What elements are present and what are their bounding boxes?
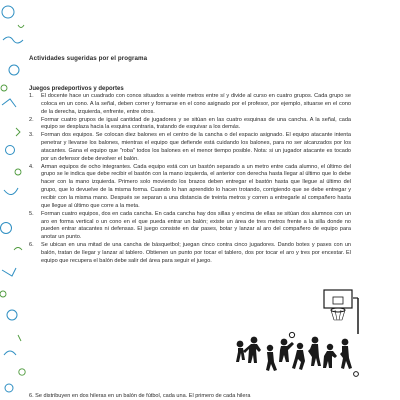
item-text: Forman dos equipos. Se colocan diez balones en el centro de la cancha o del espacio asignado. El equipo atacante intenta penetrar y llevarse los balones, mientras el equipo que defiende está cuidando los balones, para no ser alcanzados por los atacantes. Gana el equipo que "roba" todos los balones en el menor tiempo posible. Nota: si un jugador atacante es tocado por un defensor debe devolver el balón.	[41, 132, 351, 162]
list-item	[29, 132, 351, 163]
list-item	[29, 211, 351, 242]
item-text: Se ubican en una mitad de una cancha de básquetbol; juegan cinco contra cinco jugadores. Dando botes y pases con un balón, tratan de llegar y lanzar al tablero. Obtienen un punto por tocar el tablero, dos por tocar el aro y tres por encestar. El equipo que recupera el balón debe salir del área para seguir el juego.	[41, 242, 351, 264]
children-playing-illustration	[232, 330, 362, 382]
item-number: 6.	[29, 242, 34, 249]
item-number: 3.	[29, 132, 34, 139]
item-text: Formar cuatro grupos de igual cantidad de jugadores y se sitúan en las cuatro esquinas de una cancha. A la señal, cada equipo se desplaza hacia la esquina contraria, tratando de esquivar a los demás.	[41, 116, 351, 131]
item-number: 4.	[29, 163, 34, 170]
list-item	[29, 242, 351, 266]
item-number: 1.	[29, 93, 34, 99]
list-item	[29, 117, 351, 133]
item-text: El docente hace un cuadrado con conos situados a veinte metros entre sí y divide al curso en cuatro grupos. Cada grupo se coloca en un cono. A la señal, deben correr y formarse en el cono asignado por el profesor, por ejemplo, situarse en el cono de la derecha, izquierda, enfrente, entre otros.	[41, 93, 351, 115]
list-item	[29, 93, 351, 117]
section-title: Juegos predeportivos y deportes	[29, 86, 124, 92]
item-number: 2.	[29, 116, 34, 123]
basketball-hoop-illustration	[320, 288, 360, 334]
item-text: Forman cuatro equipos, dos en cada cancha. En cada cancha hay dos sillas y encima de ellas se sitúan dos alumnos con un aro en forma vertical o un cono en el que pueda entrar un balón; existe un área de tres metros frente a la silla donde no pueden entrar atacantes ni defensas. El juego consiste en dar pases, botar y lanzar al aro del compañero de equipo para anotar un punto.	[41, 210, 351, 241]
page-heading: Actividades sugeridas por el programa	[29, 55, 148, 62]
item-text: Arman equipos de ocho integrantes. Cada equipo está con un bastón separado a un metro entre cada alumno, el último del grupo se le indica que debe recibir el bastón con la mano izquierda, el anterior con derecha hasta llegar al último que lo debe hacer con la mano izquierda. Primero solo moviendo los brazos deben entregar el bastón hasta que llegue al último del grupo, que lo devuelve de la misma forma. Cuando lo han aprendido lo hacen trotando, corrigiendo que se debe entregar y recibir con la misma mano. Después se separan a una distancia de treinta metros y corren a entregarle al compañero hasta que llegue al último que corre a la meta.	[41, 163, 351, 209]
item-number: 5.	[29, 210, 34, 217]
list-item	[29, 164, 351, 211]
footer-partial-text: 6. Se distribuyen en dos hileras en un balón de fútbol, cada una. El primero de cada hilera	[29, 393, 251, 399]
activity-list	[29, 93, 351, 266]
